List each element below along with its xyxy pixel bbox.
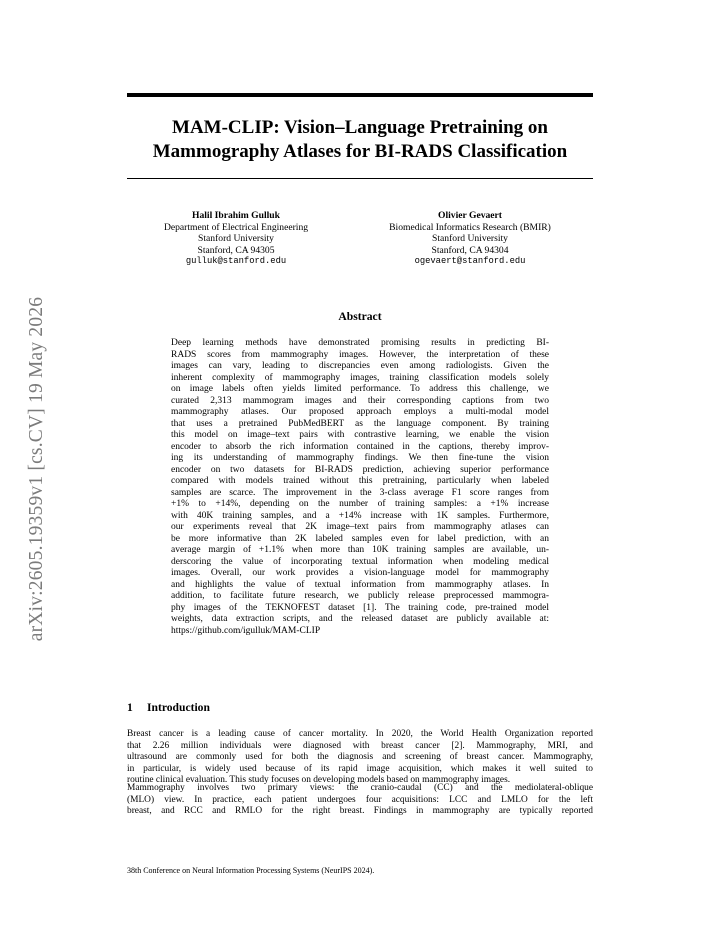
- author-department: Department of Electrical Engineering: [163, 221, 309, 233]
- paper-title: [127, 116, 593, 164]
- conference-footnote: 38th Conference on Neural Information Processing Systems (NeurIPS 2024).: [127, 866, 375, 875]
- section-heading-introduction: [127, 701, 210, 714]
- abstract-line: that uses a pretrained PubMedBERT as the language component. By training: [171, 418, 549, 429]
- abstract-line: samples are scarce. The improvement in the 3-class average F1 score ranges from: [171, 487, 549, 498]
- abstract-line: compared with models trained without this pretraining, particularly when labeled: [171, 476, 549, 486]
- author-university: Stanford University: [198, 233, 274, 244]
- abstract-line: mammography atlases. Our proposed approach employs a multi-modal model: [171, 407, 549, 417]
- title-line: Mammography Atlases for BI-RADS Classification: [152, 141, 568, 162]
- abstract-line: encoder on two datasets for BI-RADS prediction, achieving superior performance: [171, 464, 549, 475]
- author-2: [345, 210, 595, 268]
- intro-line: in particular, is widely used because of its rapid image acquisition, which makes it well suited to: [127, 763, 593, 774]
- intro-line: ultrasound are commonly used for both the diagnosis and screening of breast cancer. Mammography,: [127, 752, 593, 763]
- abstract-line: +1% to +14%, depending on the number of training samples: a +1% increase: [171, 499, 549, 509]
- abstract-line: phy images of the TEKNOFEST dataset [1]. The training code, pre-trained model: [171, 602, 549, 613]
- abstract-line: images can vary, leading to discrepancies even among radiologists. Given the: [171, 361, 549, 371]
- intro-paragraph-1: [127, 729, 593, 787]
- author-email: ogevaert@stanford.edu: [414, 256, 526, 266]
- abstract-line: be more informative than 2K labeled samples even for label prediction, with an: [171, 533, 549, 544]
- arxiv-side-stamp: [19, 260, 55, 678]
- title-rule-bottom: [127, 178, 593, 179]
- intro-line: (MLO) view. In practice, each patient undergoes four acquisitions: LCC and LMLO for the left: [127, 794, 593, 805]
- author-university: Stanford University: [432, 233, 508, 244]
- abstract-line: derscoring the value of incorporating textual information when modeling medical: [171, 556, 549, 567]
- abstract-line: RADS scores from mammography images. However, the interpretation of these: [171, 349, 549, 360]
- intro-line: Mammography involves two primary views: the cranio-caudal (CC) and the mediolateral-oblique: [127, 783, 593, 793]
- abstract-line: inherent complexity of mammography images, training classification models solely: [171, 372, 549, 383]
- author-name: Olivier Gevaert: [437, 210, 503, 221]
- abstract-line: images. Overall, our work provides a vision-language model for mammography: [171, 568, 549, 578]
- intro-line: routine clinical evaluation. This study focuses on developing models based on mammography images.: [127, 775, 511, 786]
- abstract-heading: Abstract: [338, 310, 382, 323]
- author-name: Halil Ibrahim Gulluk: [192, 210, 280, 221]
- abstract-line: weights, data extraction scripts, and the released dataset are publicly available at:: [171, 614, 549, 624]
- author-email: gulluk@stanford.edu: [185, 256, 287, 266]
- section-number: 1: [127, 701, 133, 714]
- abstract-line: and highlights the value of textual information from mammography atlases. In: [171, 579, 549, 590]
- author-department: Biomedical Informatics Research (BMIR): [389, 221, 551, 233]
- abstract-line: curated 2,313 mammogram images and their corresponding captions from two: [171, 395, 549, 406]
- author-1: [127, 210, 345, 268]
- intro-paragraph-2: [127, 783, 593, 818]
- arxiv-side-stamp-text: arXiv:2605.19359v1 [cs.CV] 19 May 2026: [26, 296, 48, 642]
- abstract-line: on image labels often yields limited performance. To address this challenge, we: [171, 384, 549, 394]
- abstract-line: with 40K training samples, and a +14% increase with 1K samples. Furthermore,: [171, 510, 549, 521]
- author-location: Stanford, CA 94304: [431, 244, 509, 256]
- abstract-body: [171, 338, 549, 637]
- intro-line: Breast cancer is a leading cause of cancer mortality. In 2020, the World Health Organization reported: [127, 729, 593, 739]
- abstract-line: ing its understanding of mammography findings. We then fine-tune the vision: [171, 453, 549, 463]
- abstract-repo-link[interactable]: https://github.com/igulluk/MAM-CLIP: [171, 625, 321, 636]
- intro-line: that 2.26 million individuals were diagnosed with breast cancer [2]. Mammography, MRI, and: [127, 740, 593, 751]
- abstract-line: this model on image–text pairs with contrastive learning, we enable the vision: [171, 430, 549, 440]
- abstract-line: addition, to facilitate future research, we publicly release preprocessed mammogra-: [171, 591, 549, 601]
- title-rule-top: [127, 93, 593, 97]
- intro-line: breast, and RCC and RMLO for the right breast. Findings in mammography are typically reported: [127, 806, 593, 817]
- author-block: [127, 210, 593, 268]
- abstract-line: encoder to absorb the rich information contained in the captions, thereby improv-: [171, 441, 549, 452]
- abstract-line: average margin of +1.1% when more than 10K training samples are available, un-: [171, 545, 549, 555]
- abstract-line: our experiments reveal that 2K image–text pairs from mammography atlases can: [171, 522, 549, 532]
- abstract-line: Deep learning methods have demonstrated promising results in predicting BI-: [171, 338, 549, 348]
- section-title: Introduction: [147, 701, 210, 714]
- author-location: Stanford, CA 94305: [197, 244, 275, 256]
- title-line: MAM-CLIP: Vision–Language Pretraining on: [172, 117, 548, 138]
